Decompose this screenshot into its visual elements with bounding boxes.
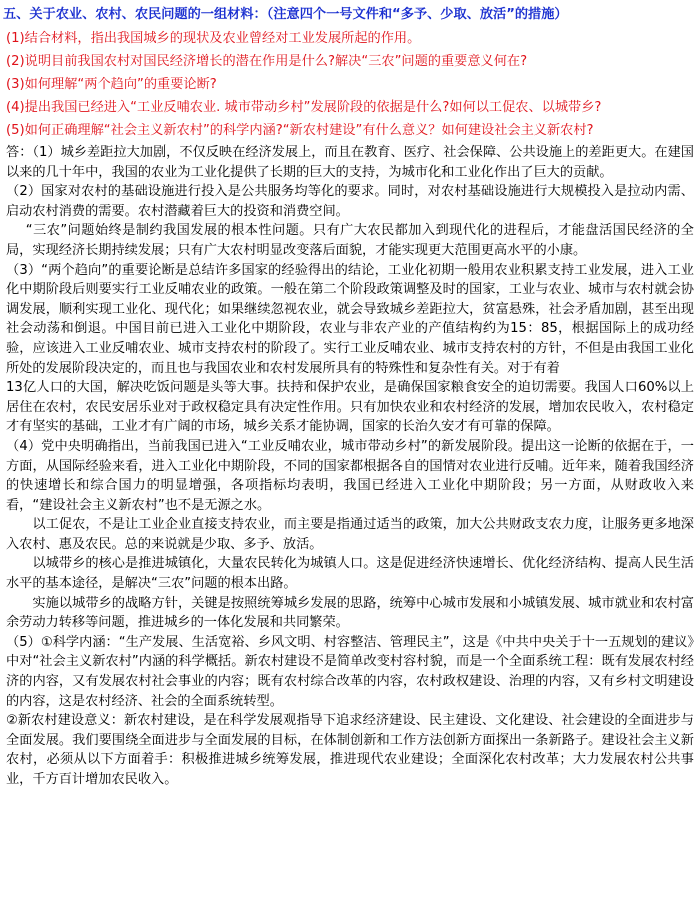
question-item: (4)提出我国已经进入“工业反哺农业. 城市带动乡村”发展阶段的依据是什么?如何以工促农、以城带乡? (6, 100, 602, 115)
question-item: (2)说明目前我国农村对国民经济增长的潜在作用是什么?解决“三农”问题的重要意义何在? (6, 54, 528, 69)
answer-paragraph: 以工促农，不是让工业企业直接支持农业，而主要是指通过适当的政策，加大公共财政支农力度，让服务更多地深入农村、惠及农民。总的来说就是少取、多予、放活。 (6, 517, 694, 552)
question-item: (3)如何理解“两个趋向”的重要论断? (6, 77, 217, 92)
question-item: (1)结合材料，指出我国城乡的现状及农业曾经对工业发展所起的作用。 (6, 31, 421, 46)
answer-paragraph: 答：（1）城乡差距拉大加剧，不仅反映在经济发展上，而且在教育、医疗、社会保障、公共设施上的差距更大。在建国以来的几十年中，我国的农业为工业化提供了长期的巨大的支持，为城市化和工业化作出了巨大的贡献。 (6, 145, 694, 180)
answer-paragraph: （3）“两个趋向”的重要论断是总结许多国家的经验得出的结论，工业化初期一般用农业积累支持工业发展，进入工业化中期阶段后则要实行工业反哺农业的政策。一般在第二个阶段政策调整及时的国家，工业与农业、城市与农村就会协调发展，顺利实现工业化、现代化；如果继续忽视农业，就会导致城乡差距拉大，贫富悬殊，社会矛盾加剧，甚至出现社会动荡和倒退。中国目前已进入工业化中期阶段，农业与非农产业的产值结构约为15：85，根据国际上的成功经验，应该进入工业反哺农业、城市支持农村的阶段了。实行工业反哺农业、城市支持农村的方针，不但是由我国工业化所处的发展阶段决定的，而且也与我国农业和农村发展所具有的特殊性和复杂性有关。对于有着 (6, 262, 694, 376)
answer-paragraph: ②新农村建设意义：新农村建设，是在科学发展观指导下追求经济建设、民主建设、文化建设、社会建设的全面进步与全面发展。我们要围绕全面进步与全面发展的目标，在体制创新和工作方法创新方面探出一条新路子。建设社会主义新农村，必须从以下方面着手：积极推进城乡统筹发展，推进现代农业建设；全面深化农村改革；大力发展农村公共事业，千方百计增加农民收入。 (6, 713, 694, 787)
answer-paragraph: （4）党中央明确指出，当前我国已进入“工业反哺农业，城市带动乡村”的新发展阶段。提出这一论断的依据在于，一方面，从国际经验来看，进入工业化中期阶段，不同的国家都根据各自的国情对农业进行反哺。近年来，随着我国经济的快速增长和综合国力的明显增强，各项指标均表明，我国已经进入工业化中期阶段；另一方面，从财政收入来看，“建设社会主义新农村”也不是无源之水。 (6, 438, 694, 513)
answer-paragraph: 13亿人口的大国，解决吃饭问题是头等大事。扶持和保护农业，是确保国家粮食安全的迫切需要。我国人口60%以上居住在农村，农民安居乐业对于政权稳定具有决定性作用。只有加快农业和农村经济的发展，增加农民收入，农村稳定才有坚实的基础，工业才有广阔的市场，城乡关系才能协调，国家的长治久安才有可靠的保障。 (6, 380, 694, 435)
answer-paragraph: 实施以城带乡的战略方针，关键是按照统筹城乡发展的思路，统筹中心城市发展和小城镇发展、城市就业和农村富余劳动力转移等问题，推进城乡的一体化发展和共同繁荣。 (6, 595, 694, 631)
question-item: (5)如何正确理解“社会主义新农村”的科学内涵?“新农村建设”有什么意义？如何建设社会主义新农村? (6, 123, 594, 138)
question-list (6, 30, 696, 145)
answer-paragraph: “三农”问题始终是制约我国发展的根本性问题。只有广大农民都加入到现代化的进程后，才能盘活国民经济的全局，实现经济长期持续发展；只有广大农村明显改变落后面貌，才能实现更大范围更高水平的小康。 (6, 223, 694, 258)
answer-paragraph: （2）国家对农村的基础设施进行投入是公共服务均等化的要求。同时，对农村基础设施进行大规模投入是拉动内需、启动农村消费的需要。农村潜藏着巨大的投资和消费空间。 (6, 184, 694, 219)
answer-paragraph: 以城带乡的核心是推进城镇化，大量农民转化为城镇人口。这是促进经济快速增长、优化经济结构、提高人民生活水平的基本途径，是解决“三农”问题的根本出路。 (6, 556, 694, 592)
answer-paragraph: （5）①科学内涵：“生产发展、生活宽裕、乡风文明、村容整洁、管理民主”，这是《中共中央关于十一五规划的建议》中对“社会主义新农村”内涵的科学概括。新农村建设不是简单改变村容村貌，而是一个全面系统工程：既有发展农村经济的内容，又有发展农村社会事业的内容；既有农村综合改革的内容，农村政权建设、治理的内容，又有乡村文明建设的内容，这是农村经济、社会的全面系统转型。 (6, 634, 694, 709)
section-title: 五、关于农业、农村、农民问题的一组材料：（注意四个一号文件和“多予、少取、放活”的措施） (3, 7, 568, 22)
answer-body (6, 143, 694, 790)
